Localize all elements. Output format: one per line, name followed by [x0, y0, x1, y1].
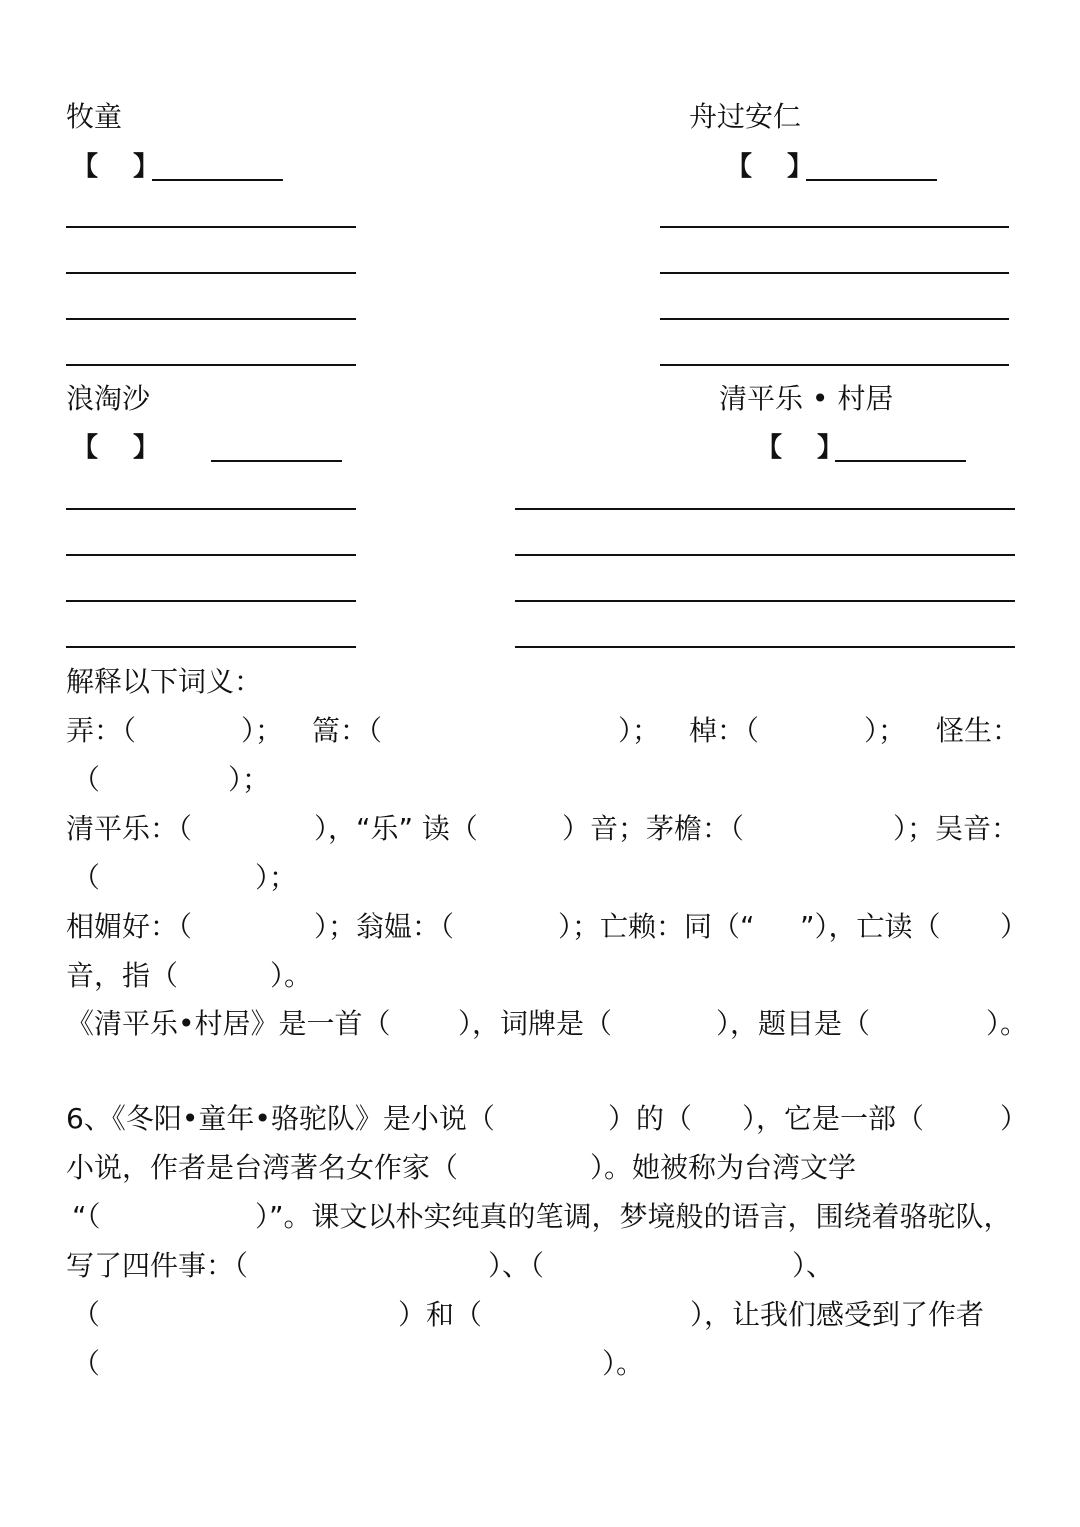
vocab-text: ）；亡赖：同（“ [558, 910, 755, 943]
vocab-text: ）音；茅檐：（ [562, 812, 745, 845]
vocab-text: ）； [241, 714, 284, 747]
question-6-text: ），让我们感受到了作者 [690, 1298, 985, 1331]
vocab-text: 篙：（ [312, 714, 383, 747]
answer-line[interactable] [66, 364, 356, 366]
answer-line[interactable] [66, 272, 356, 274]
answer-line[interactable] [660, 226, 1009, 228]
author-bracket: 【 】 [72, 152, 160, 182]
vocab-text: ）。 [986, 1007, 1029, 1040]
author-bracket: 【 】 [726, 152, 814, 182]
answer-line[interactable] [66, 226, 356, 228]
question-6-text: 小说，作者是台湾著名女作家（ [66, 1151, 459, 1184]
question-6-text: ）。 [602, 1347, 645, 1380]
vocab-text: ） [1000, 910, 1029, 943]
question-6-text: 6、《冬阳•童年•骆驼队》是小说（ [66, 1102, 495, 1135]
author-bracket: 【 】 [756, 433, 844, 463]
vocab-text: （ [72, 763, 101, 796]
answer-line[interactable] [515, 554, 1015, 556]
answer-line[interactable] [660, 364, 1009, 366]
answer-line[interactable] [660, 318, 1009, 320]
question-6-text: （ [72, 1298, 101, 1331]
author-blank[interactable] [835, 460, 966, 462]
answer-line[interactable] [515, 508, 1015, 510]
answer-line[interactable] [660, 272, 1009, 274]
answer-line[interactable] [66, 318, 356, 320]
answer-line[interactable] [66, 508, 356, 510]
question-6-text: 写了四件事：（ [66, 1249, 249, 1282]
question-6-text: ），它是一部（ [742, 1102, 925, 1135]
vocab-text: ）。 [270, 959, 313, 992]
vocab-text: ），题目是（ [716, 1007, 871, 1040]
question-6-text: “（ [72, 1200, 101, 1233]
vocab-text: 怪生： [936, 714, 1021, 747]
poem-title-qingpingle: 清平乐 • 村居 [719, 382, 894, 415]
author-bracket: 【 】 [72, 433, 160, 463]
answer-line[interactable] [66, 600, 356, 602]
vocab-text: 弄：（ [66, 714, 137, 747]
question-6-text: ）。她被称为台湾文学 [590, 1151, 857, 1184]
vocab-text: 《清平乐•村居》是一首（ [66, 1007, 391, 1040]
question-6-text: ）、 [792, 1249, 835, 1282]
poem-title-zhouguoanren: 舟过安仁 [689, 100, 802, 133]
question-6-text: ）的（ [608, 1102, 693, 1135]
vocab-text: ）； [618, 714, 661, 747]
author-blank[interactable] [806, 179, 937, 181]
answer-line[interactable] [515, 646, 1015, 648]
question-6-text: ）”。课文以朴实纯真的笔调，梦境般的语言，围绕着骆驼队， [255, 1200, 1012, 1233]
vocab-text: ）；吴音： [893, 812, 1020, 845]
answer-line[interactable] [66, 554, 356, 556]
vocab-text: 音，指（ [66, 959, 179, 992]
vocab-text: ”），亡读（ [800, 910, 941, 943]
vocab-text: （ [72, 861, 101, 894]
answer-line[interactable] [515, 600, 1015, 602]
question-6-text: ）和（ [398, 1298, 483, 1331]
vocab-text: 清平乐：（ [66, 812, 193, 845]
vocab-text: 棹：（ [689, 714, 760, 747]
poem-title-mutong: 牧童 [66, 100, 123, 133]
vocab-text: ）； [864, 714, 907, 747]
answer-line[interactable] [66, 646, 356, 648]
vocab-text: ），“乐” 读（ [314, 812, 478, 845]
author-blank[interactable] [152, 179, 283, 181]
question-6-text: （ [72, 1347, 101, 1380]
vocab-text: ）； [255, 861, 298, 894]
vocab-text: ）；翁媪：（ [314, 910, 455, 943]
author-blank[interactable] [211, 460, 342, 462]
vocab-text: ）； [228, 763, 271, 796]
poem-title-langtaosha: 浪淘沙 [66, 382, 151, 415]
question-6-text: ） [1000, 1102, 1029, 1135]
question-6-text: ）、（ [488, 1249, 545, 1282]
vocab-text: 相媚好：（ [66, 910, 193, 943]
vocab-text: ），词牌是（ [458, 1007, 613, 1040]
vocab-heading: 解释以下词义： [66, 665, 263, 698]
